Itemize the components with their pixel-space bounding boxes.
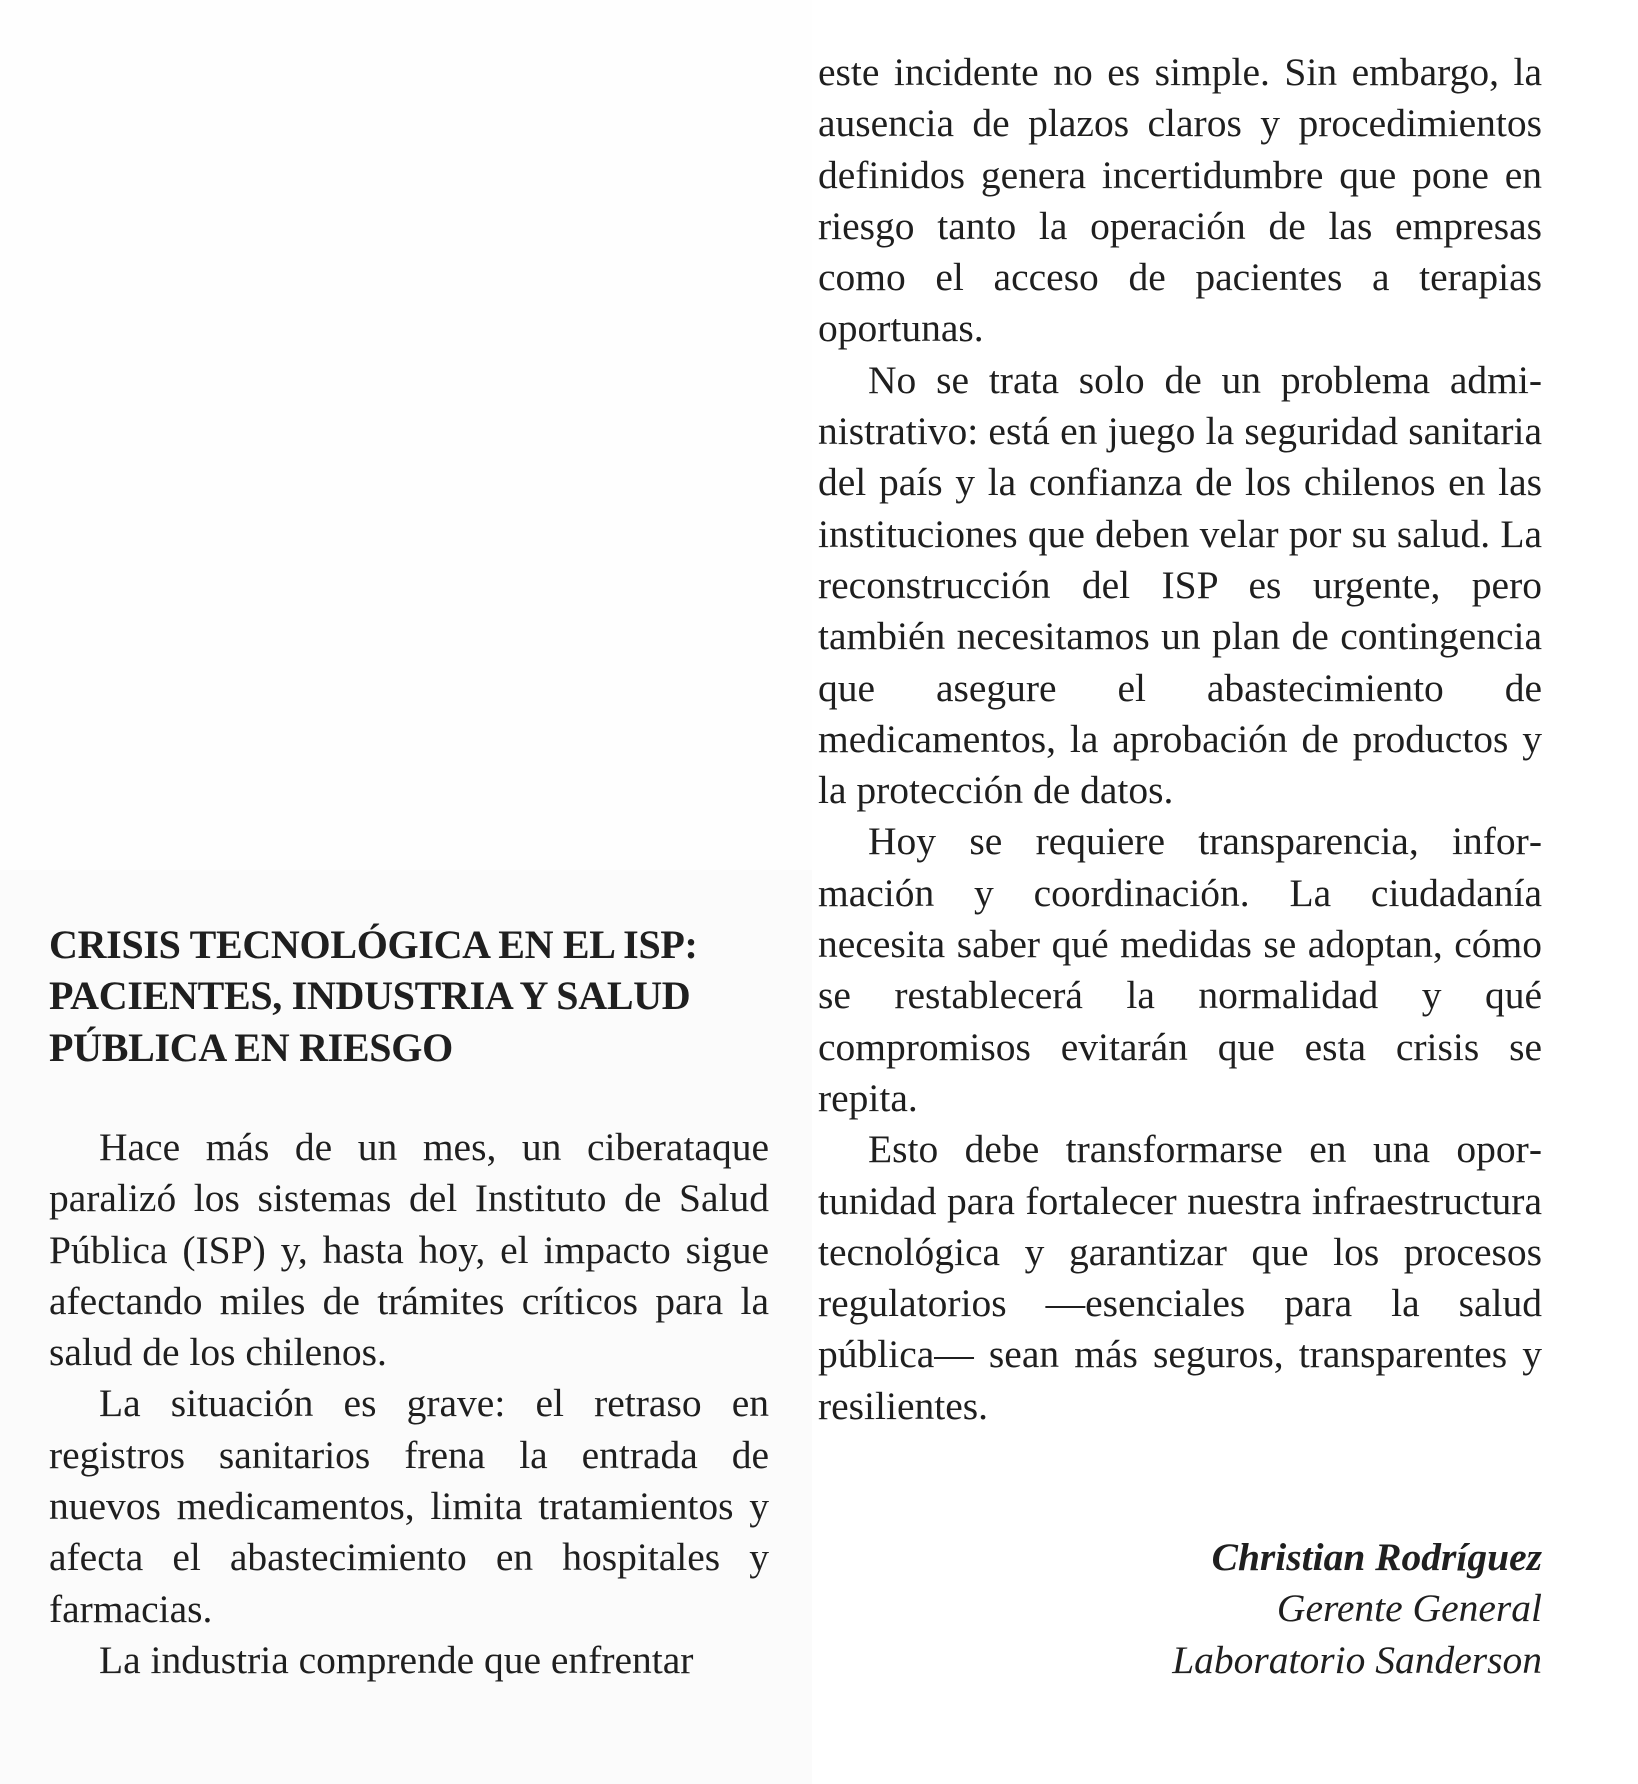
author-name: Christian Rodríguez <box>1211 1535 1542 1579</box>
headline-line: CRISIS TECNOLÓGICA EN EL ISP: <box>49 922 698 967</box>
article-paragraph: Hoy se requiere transparencia, información y coordinación. La ciudadanía necesita saber qué medidas se adoptan, cómo se restablecerá la normalidad y qué compromisos evitarán que esta crisis se repita. <box>818 819 1542 1120</box>
article-paragraph: Hace más de un mes, un ciberataque paralizó los sistemas del Instituto de Salud Pública (ISP) y, hasta hoy, el impacto sigue afectando miles de trámites críticos para la salud de los chilenos. <box>49 1125 769 1375</box>
article-headline <box>49 919 769 1073</box>
article-left-column <box>49 1122 769 1686</box>
article-paragraph: No se trata solo de un problema administrativo: está en juego la seguridad sanitaria del país y la confianza de los chilenos en las instituciones que deben velar por su salud. La reconstrucción del ISP es urgente, pero también necesitamos un plan de contingencia que asegure el abastecimiento de medicamentos, la aprobación de productos y la protección de datos. <box>818 357 1542 813</box>
author-title: Gerente General <box>1276 1586 1542 1631</box>
author-company: Laboratorio Sanderson <box>1172 1637 1542 1682</box>
author-signature <box>1172 1532 1542 1686</box>
headline-line: PÚBLICA EN RIESGO <box>49 1024 453 1070</box>
article-paragraph: La situación es grave: el retraso en registros sanitarios frena la entrada de nuevos medicamentos, limita tratamientos y afecta el abastecimiento en hospitales y farmacias. <box>49 1381 769 1631</box>
article-paragraph: este incidente no es simple. Sin embargo, la ausencia de plazos claros y procedimientos definidos genera incertidumbre que pone en riesgo tanto la operación de las empresas como el acceso de pacientes a terapias oportunas. <box>818 50 1542 351</box>
article-right-column <box>818 47 1542 1432</box>
headline-line: PACIENTES, INDUSTRIA Y SALUD <box>49 973 691 1019</box>
article-paragraph: La industria comprende que enfrentar <box>99 1637 694 1682</box>
article-paragraph: Esto debe transformarse en una oportunidad para fortalecer nuestra infraestructura tecnológica y garantizar que los procesos regulatorios —esenciales para la salud pública— sean más seguros, transparentes y resilientes. <box>818 1127 1542 1428</box>
